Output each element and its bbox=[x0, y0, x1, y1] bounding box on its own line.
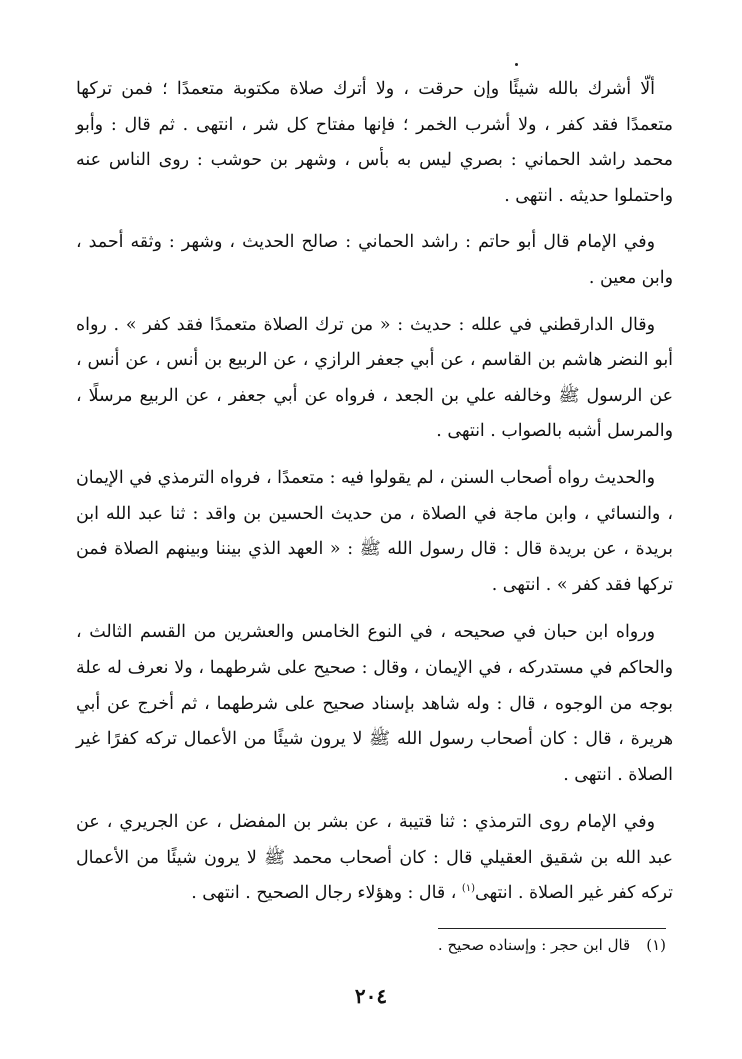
footnote-text: قال ابن حجر : وإسناده صحيح . bbox=[437, 936, 631, 954]
footnote-divider bbox=[438, 928, 666, 929]
paragraph-4-text: والحديث رواه أصحاب السنن ، لم يقولوا فيه : متعمدًا ، فرواه الترمذي في الإيمان ، والنسائي ، وابن ماجة في الصلاة ، من حديث الحسين بن واقد : ثنا عبد الله ابن بريدة ، عن بريدة قال : قال رسول الله ﷺ : « العهد الذي بيننا وبينهم الصلاة فمن تركها فقد كفر » . انتهى . bbox=[76, 467, 673, 595]
paragraph-2-text: وفي الإمام قال أبو حاتم : راشد الحماني : صالح الحديث ، وشهر : وثقه أحمد ، وابن معين . bbox=[76, 232, 673, 288]
paragraph-2 bbox=[76, 225, 673, 296]
footnote-reference[interactable]: (١) bbox=[461, 883, 476, 895]
paragraph-4 bbox=[76, 461, 673, 603]
paragraph-1 bbox=[76, 72, 673, 214]
paragraph-6-text: وفي الإمام روى الترمذي : ثنا قتيبة ، عن بشر بن المفضل ، عن الجريري ، عن عبد الله بن شقيق العقيلي قال : كان أصحاب محمد ﷺ لا يرون شيئًا من الأعمال تركه كفر غير الصلاة . انتهى bbox=[76, 812, 673, 904]
paragraph-1-text: ألّا أشرك بالله شيئًا وإن حرقت ، ولا أترك صلاة مكتوبة متعمدًا ؛ فمن تركها متعمدًا فقد كفر ، ولا أشرب الخمر ؛ فإنها مفتاح كل شر ، انتهى . ثم قال : وأبو محمد راشد الحماني : بصري ليس به بأس ، وشهر بن حوشب : روى الناس عنه واحتملوا حديثه . انتهى . bbox=[76, 79, 673, 206]
footnote-number: (١) bbox=[646, 936, 666, 954]
page-number: ٢٠٤ bbox=[354, 984, 388, 1008]
paragraph-6-tail: ، قال : وهؤلاء رجال الصحيح . انتهى . bbox=[191, 883, 462, 904]
paragraph-6 bbox=[76, 805, 673, 912]
paragraph-5 bbox=[76, 615, 673, 793]
paragraph-5-text: ورواه ابن حبان في صحيحه ، في النوع الخامس والعشرين من القسم الثالث ، والحاكم في مستدركه ، في الإيمان ، وقال : صحيح على شرطهما ، ولا نعرف له علة بوجه من الوجوه ، قال : وله شاهد بإسناد صحيح على شرطهما ، ثم أخرج عن أبي هريرة ، قال : كان أصحاب رسول الله ﷺ لا يرون شيئًا من الأعمال تركه كفرًا غير الصلاة . انتهى . bbox=[76, 622, 673, 785]
main-text bbox=[76, 72, 673, 912]
ink-speck bbox=[515, 63, 518, 66]
footnote bbox=[438, 933, 666, 957]
paragraph-3 bbox=[76, 308, 673, 450]
paragraph-3-text: وقال الدارقطني في علله : حديث : « من ترك الصلاة متعمدًا فقد كفر » . رواه أبو النضر هاشم بن القاسم ، عن أبي جعفر الرازي ، عن الربيع بن أنس ، عن أنس ، عن الرسول ﷺ وخالفه علي بن الجعد ، فرواه عن أبي جعفر ، عن الربيع مرسلًا ، والمرسل أشبه بالصواب . انتهى . bbox=[76, 314, 673, 442]
